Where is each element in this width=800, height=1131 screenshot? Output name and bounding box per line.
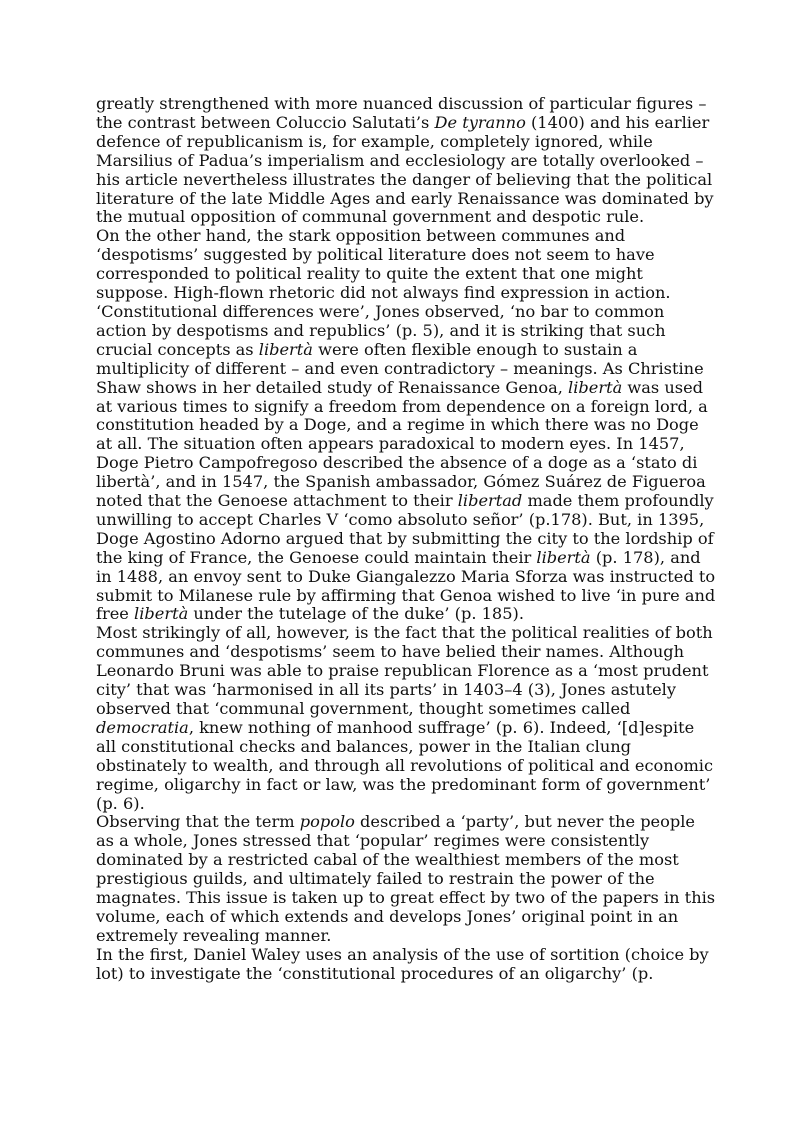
text-run: In the first, Daniel Waley uses an analysis of the use of sortition (choice by lot) to investigate the ‘constitutional procedures of an oligarchy’ (p. (96, 944, 709, 983)
text-run: On the other hand, the stark opposition between communes and ‘despotisms’ suggested by political literature does not seem to have corresponded to political reality to quite the extent that one might suppose. High-flown rhetoric did not always find expression in action. ‘Constitutional differences were’, Jones observed, ‘no bar to common action by despotisms and republics’ (p. 5), and it is striking that such crucial concepts as (96, 226, 671, 359)
text-run: described a ‘party’, but never the people as a whole, Jones stressed that ‘popular’ regimes were consistently dominated by a restricted cabal of the wealthiest members of the most prestigious guilds, and ultimately failed to restrain the power of the magnates. This issue is taken up to great effect by two of the papers in this volume, each of which extends and develops Jones’ original point in an extremely revealing manner. (96, 812, 716, 945)
text-run: greatly strengthened with more nuanced discussion of particular figures – the contrast between Coluccio Salutati’s (96, 94, 707, 132)
text-run: made them profoundly unwilling to accept Charles V ‘como absoluto señor’ (p.178). But, in 1395, Doge Agostino Adorno argued that by submitting the city to the lordship of the king of France, the Genoese could maintain their (96, 491, 714, 567)
italic-term: popolo (299, 812, 355, 832)
italic-term: libertà (568, 377, 623, 397)
italic-term: libertà (536, 547, 591, 567)
text-run: was used at various times to signify a freedom from dependence on a foreign lord, a constitution headed by a Doge, and a regime in which there was no Doge at all. The situation often appears paradoxical to modern eyes. In 1457, Doge Pietro Campofregoso described the absence of a doge as a ‘stato di libertà’, and in 1547, the Spanish ambassador, Gómez Suárez de Figueroa noted that the Genoese attachment to their (96, 377, 708, 511)
paragraph-1 (96, 95, 716, 227)
italic-term: libertà (134, 604, 189, 624)
italic-term: libertà (258, 339, 313, 359)
italic-term: democratia (96, 717, 189, 737)
text-run: under the tutelage of the duke’ (p. 185). (188, 604, 524, 624)
paragraph-2 (96, 227, 716, 624)
paragraph-3 (96, 624, 716, 813)
document-page (96, 95, 716, 984)
paragraph-4 (96, 813, 716, 945)
text-run: , knew nothing of manhood suffrage’ (p. 6). Indeed, ‘[d]espite all constitutional checks and balances, power in the Italian clung obstinately to wealth, and through all revolutions of political and economic regime, oligarchy in fact or law, was the predominant form of government’ (p. 6). (96, 717, 714, 813)
text-run: were often flexible enough to sustain a multiplicity of different – and even contradictory – meanings. As Christine Shaw shows in her detailed study of Renaissance Genoa, (96, 339, 704, 397)
italic-term: libertad (457, 491, 523, 511)
text-run: (p. 178), and in 1488, an envoy sent to Duke Giangalezzo Maria Sforza was instructed to submit to Milanese rule by affirming that Genoa wished to live ‘in pure and free (96, 547, 716, 624)
text-run: (1400) and his earlier defence of republicanism is, for example, completely ignored, while Marsilius of Padua’s imperialism and ecclesiology are totally overlooked – his article nevertheless illustrates the danger of believing that the political literature of the late Middle Ages and early Renaissance was dominated by the mutual opposition of communal government and despotic rule. (96, 112, 714, 227)
paragraph-5 (96, 946, 716, 984)
text-run: Most strikingly of all, however, is the fact that the political realities of both communes and ‘despotisms’ seem to have belied their names. Although Leonardo Bruni was able to praise republican Florence as a ‘most prudent city’ that was ‘harmonised in all its parts’ in 1403–4 (3), Jones astutely observed that ‘communal government, thought sometimes called (96, 623, 713, 718)
text-run: Observing that the term (96, 812, 300, 832)
italic-title: De tyranno (434, 112, 526, 132)
